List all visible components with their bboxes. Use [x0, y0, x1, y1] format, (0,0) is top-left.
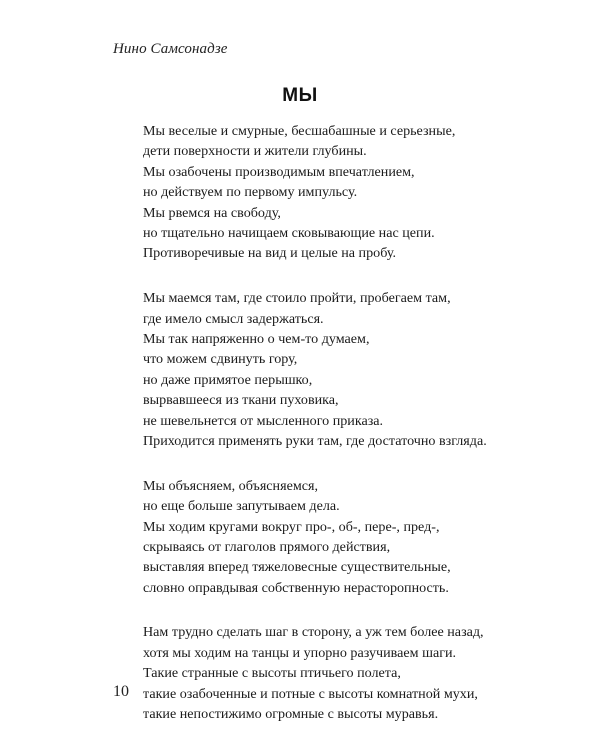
- stanza-2: [143, 288, 583, 451]
- poem-line: где имело смысл задержаться.: [143, 310, 324, 327]
- poem-line: Нам трудно сделать шаг в сторону, а уж тем более назад,: [143, 624, 484, 641]
- poem-line: словно оправдывая собственную нерасторопность.: [143, 579, 449, 596]
- poem-line: вырвавшееся из ткани пуховика,: [143, 392, 339, 409]
- running-header-author: Нино Самсонадзе: [113, 41, 228, 57]
- poem-line: дети поверхности и жители глубины.: [143, 143, 367, 160]
- poem-line: Мы озабочены производимым впечатлением,: [143, 163, 415, 180]
- poem-line: но даже примятое перышко,: [143, 371, 313, 388]
- poem-line: Мы маемся там, где стоило пройти, пробегаем там,: [143, 290, 451, 307]
- poem-line: Мы так напряженно о чем-то думаем,: [143, 330, 370, 347]
- poem-line: такие непостижимо огромные с высоты муравья.: [143, 706, 439, 723]
- poem-line: Приходится применять руки там, где достаточно взгляда.: [143, 432, 487, 449]
- poem-line: Мы объясняем, объясняемся,: [143, 477, 319, 494]
- poem-line: но действуем по первому импульсу.: [143, 184, 358, 201]
- poem-line: не шевельнется от мысленного приказа.: [143, 412, 384, 429]
- poem-line: выставляя вперед тяжеловесные существительные,: [143, 559, 451, 576]
- poem-line: такие озабоченные и потные с высоты комнатной мухи,: [143, 685, 478, 702]
- poem-line: хотя мы ходим на танцы и упорно разучиваем шаги.: [143, 644, 457, 661]
- poem-line: Мы рвемся на свободу,: [143, 204, 281, 221]
- stanza-4: [143, 622, 583, 724]
- poem-line: что можем сдвинуть гору,: [143, 351, 298, 368]
- poem-body: [143, 121, 583, 749]
- stanza-3: [143, 476, 583, 598]
- stanza-1: [143, 121, 583, 264]
- poem-line: скрываясь от глаголов прямого действия,: [143, 538, 391, 555]
- poem-title: МЫ: [282, 85, 318, 106]
- poem-line: Мы веселые и смурные, бесшабашные и серьезные,: [143, 123, 456, 139]
- poem-line: Мы ходим кругами вокруг про-, об-, пере-, пред-,: [143, 518, 440, 535]
- page-number: 10: [113, 683, 129, 700]
- poem-line: Такие странные с высоты птичьего полета,: [143, 665, 401, 682]
- poem-line: но еще больше запутываем дела.: [143, 498, 340, 515]
- poem-line: Противоречивые на вид и целые на пробу.: [143, 245, 396, 262]
- poem-line: но тщательно начищаем сковывающие нас цепи.: [143, 225, 435, 242]
